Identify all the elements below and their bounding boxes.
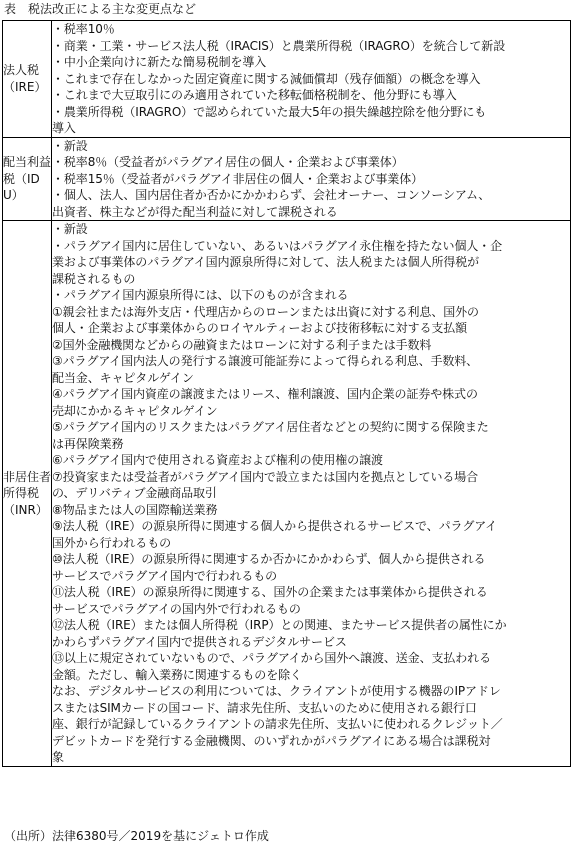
content-line: ⑩法人税（IRE）の源泉所得に関連するか否かにかかわらず、個人から提供される [52, 552, 486, 566]
content-line: ⑨法人税（IRE）の源泉所得に関連する個人から提供されるサービスで、パラグアイ [52, 519, 498, 533]
content-line: ・農業所得税（IRAGRO）で認められていた最大5年の損失繰越控除を他分野にも [52, 104, 487, 119]
content-line: ・中小企業向けに新たな簡易税制を導入 [52, 55, 267, 69]
content-line: 課税されるもの [52, 271, 136, 286]
table-title: 表 税法改正による主な変更点など [4, 2, 197, 16]
row-label-cell [3, 21, 52, 138]
content-line: 売却にかかるキャピタルゲイン [52, 403, 218, 418]
content-line: 金額。ただし、輸入業務に関連するものを除く [52, 667, 302, 682]
content-line: ⑬以上に規定されていないもので、パラグアイから国外へ譲渡、送金、支払われる [52, 651, 491, 665]
content-line: 象 [52, 750, 64, 764]
row-content-corporate-tax [52, 21, 571, 138]
content-line: ②国外金融機関などからの融資またはローンに対する利子または手数料 [52, 337, 432, 352]
content-line: なお、デジタルサービスの利用については、クライアントが使用する機器のIPアドレ [52, 684, 501, 698]
content-line: 座、銀行が記録しているクライアントの請求先住所、支払いに使われるクレジット／ [52, 717, 503, 731]
content-line: は再保険業務 [52, 436, 124, 451]
content-line: ⑤パラグアイ国内のリスクまたはパラグアイ居住者などとの契約に関する保険また [52, 420, 489, 434]
table-row-dividend-tax [3, 137, 571, 221]
content-line: ・これまで存在しなかった固定資産に関する減価償却（残存価額）の概念を導入 [52, 71, 481, 86]
row-label-corporate-tax: 法人税（IRE） [3, 63, 47, 94]
content-line: 配当金、キャピタルゲイン [52, 370, 194, 385]
content-line: ・税率8％（受益者がパラグアイ居住の個人・企業および事業体） [52, 155, 404, 169]
content-line: の、デリバティブ金融商品取引 [52, 486, 217, 500]
content-line: サービスでパラグアイの国内外で行われるもの [52, 601, 301, 616]
row-content-dividend-tax [52, 137, 571, 221]
content-line: 国外から行われるもの [52, 535, 172, 550]
content-line: ・これまで大豆取引にのみ適用されていた移転価格税制を、他分野にも導入 [52, 88, 457, 102]
tax-changes-table [2, 20, 571, 767]
content-line: スまたはSIMカードの国コード、請求先住所、支払いのために使用される銀行口 [52, 700, 477, 715]
content-line: ・パラグアイ国内に居住していない、あるいはパラグアイ永住権を持たない個人・企 [52, 238, 503, 253]
content-line: ④パラグアイ国内資産の譲渡またはリース、権利譲渡、国内企業の証券や株式の [52, 387, 478, 401]
row-content-nonresident-tax [52, 221, 571, 767]
content-line: デビットカードを発行する金融機関、のいずれかがパラグアイにある場合は課税対 [52, 733, 491, 748]
content-line: ⑥パラグアイ国内で使用される資産および権利の使用権の譲渡 [52, 453, 383, 467]
content-line: ・税率10％ [52, 22, 115, 36]
content-line: ・パラグアイ国内源泉所得には、以下のものが含まれる [52, 288, 349, 302]
content-line: ①親会社または海外支店・代理店からのローンまたは出資に対する利息、国外の [52, 304, 479, 319]
content-line: 導入 [52, 121, 76, 135]
content-line: ⑪法人税（IRE）の源泉所得に関連する、国外の企業または事業体から提供される [52, 585, 488, 599]
content-line: ⑫法人税（IRE）または個人所得税（IRP）との関連、またサービス提供者の属性にか [52, 618, 507, 632]
content-line: ③パラグアイ国内法人の発行する譲渡可能証券によって得られる利息、手数料、 [52, 354, 479, 368]
row-label-nonresident-tax: 非居住者所得税（INR） [3, 469, 52, 517]
content-line: ・税率15％（受益者がパラグアイ非居住の個人・企業および事業体） [52, 171, 423, 186]
table-row-corporate-tax [3, 21, 571, 138]
source-note: （出所）法律6380号／2019を基にジェトロ作成 [4, 829, 269, 843]
content-line: かわらずパラグアイ国内で提供されるデジタルサービス [52, 634, 347, 649]
content-line: サービスでパラグアイ国内で行われるもの [52, 568, 278, 583]
row-label-cell [3, 221, 52, 767]
content-line: 業および事業体のパラグアイ国内源泉所得に対して、法人税または個人所得税が [52, 255, 480, 269]
content-line: ・個人、法人、国内居住者か否かにかかわらず、会社オーナー、コンソーシアム、 [52, 188, 491, 202]
content-line: 個人・企業および事業体からのロイヤルティーおよび技術移転に対する支払額 [52, 321, 468, 335]
content-line: ・新設 [52, 222, 88, 236]
content-line: 出資者、株主などが得た配当利益に対して課税される [52, 204, 338, 219]
content-line: ⑧物品または人の国際輸送業務 [52, 502, 218, 517]
content-line: ・商業・工業・サービス法人税（IRACIS）と農業所得税（IRAGRO）を統合して新設 [52, 38, 506, 53]
content-line: ⑦投資家または受益者がパラグアイ国内で設立または国内を拠点としている場合 [52, 469, 479, 484]
row-label-cell [3, 137, 52, 221]
content-line: ・新設 [52, 138, 88, 153]
table-row-nonresident-tax [3, 221, 571, 767]
row-label-dividend-tax: 配当利益税（IDU） [3, 155, 52, 202]
